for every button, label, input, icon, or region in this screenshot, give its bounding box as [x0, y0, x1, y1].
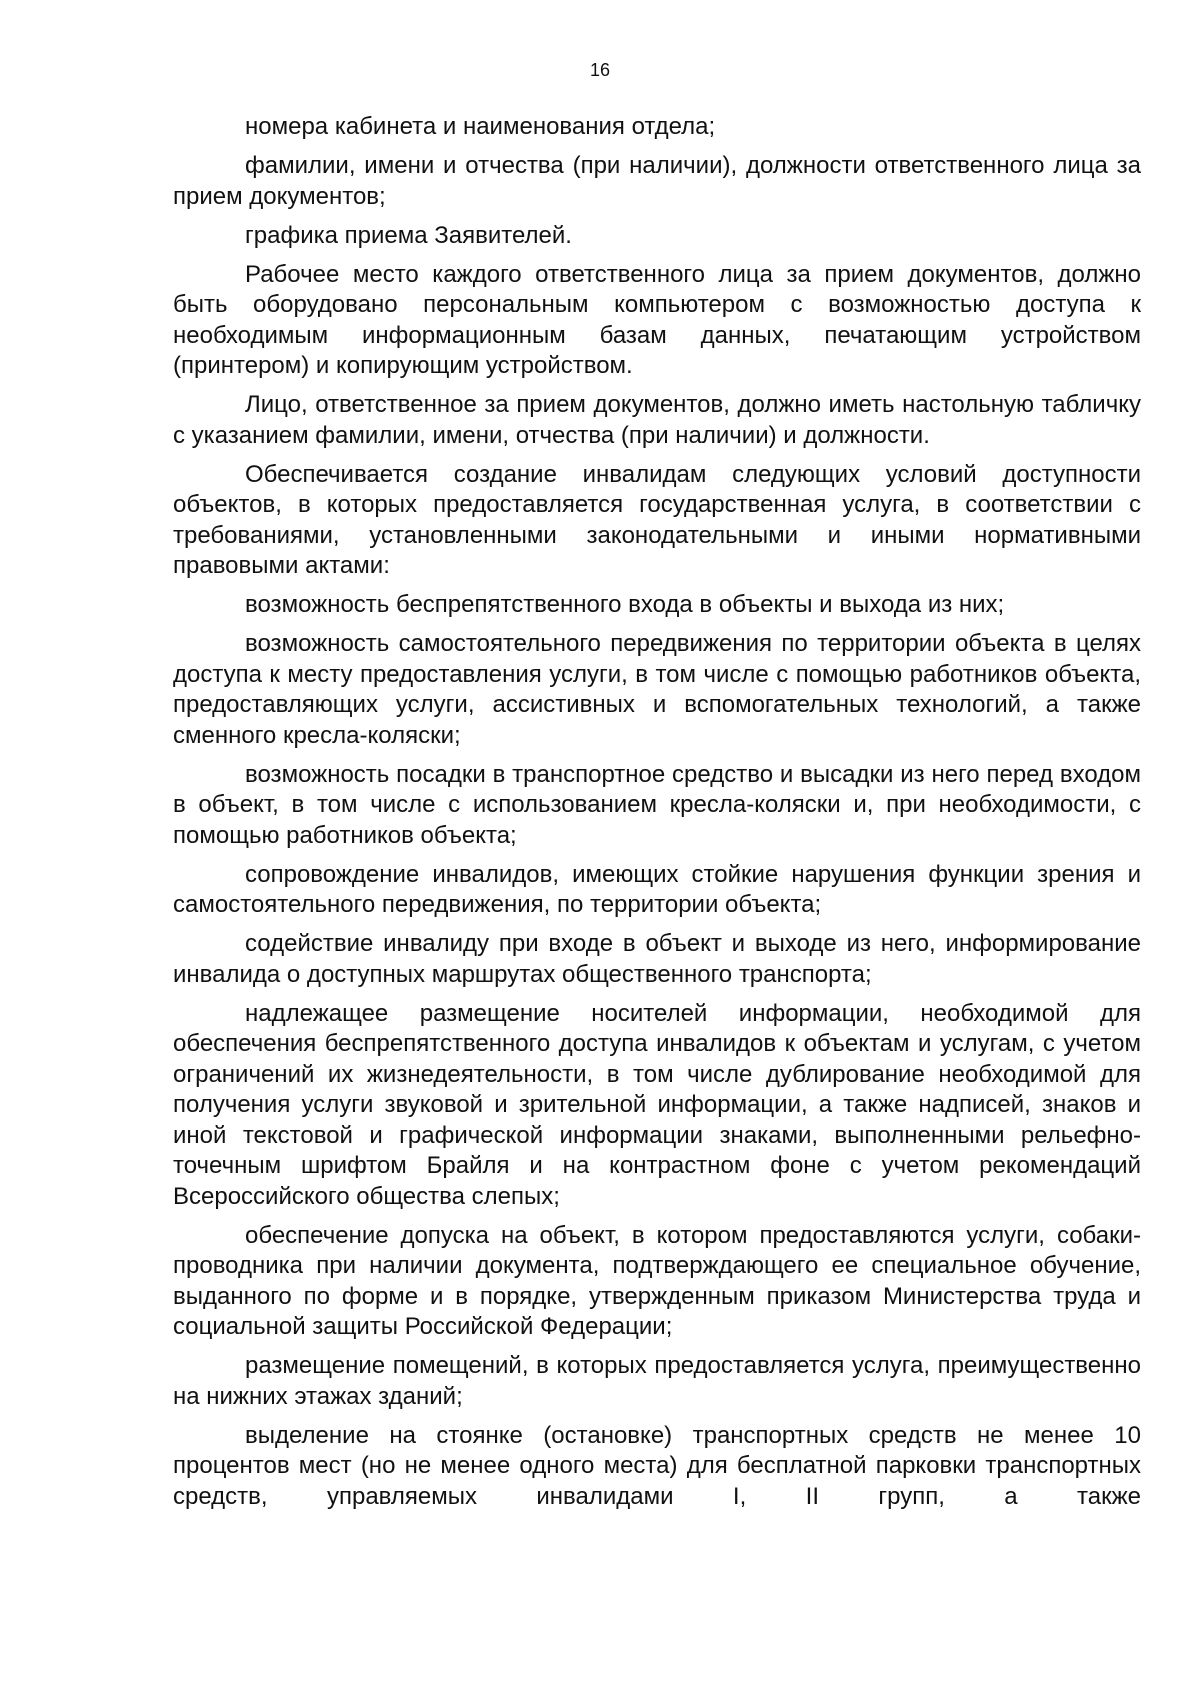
paragraph: Лицо, ответственное за прием документов, должно иметь настольную табличку с указанием фамилии, имени, отчества (при наличии) и должности. [173, 391, 1141, 449]
paragraph: надлежащее размещение носителей информации, необходимой для обеспечения беспрепятственного доступа инвалидов к объектам и услугам, с учетом ограничений их жизнедеятельности, в том числе дублирование необходимой для получения услуги звуковой и зрительной информации, а также надписей, знаков и иной текстовой и графической информации знаками, выполненными рельефно-точечным шрифтом Брайля и на контрастном фоне с учетом рекомендаций Всероссийского общества слепых; [173, 999, 1141, 1210]
document-body [173, 112, 1141, 1521]
paragraph: возможность беспрепятственного входа в объекты и выхода из них; [245, 591, 1005, 618]
paragraph: Рабочее место каждого ответственного лица за прием документов, должно быть оборудовано персональным компьютером с возможностью доступа к необходимым информационным базам данных, печатающим устройством (принтером) и копирующим устройством. [173, 260, 1141, 379]
page-number: 16 [589, 60, 611, 80]
paragraph: размещение помещений, в которых предоставляется услуга, преимущественно на нижних этажах зданий; [173, 1352, 1141, 1410]
paragraph: содействие инвалиду при входе в объект и выходе из него, информирование инвалида о доступных маршрутах общественного транспорта; [173, 930, 1141, 988]
paragraph: номера кабинета и наименования отдела; [245, 113, 716, 140]
paragraph: фамилии, имени и отчества (при наличии), должности ответственного лица за прием документов; [173, 152, 1141, 210]
paragraph: возможность самостоятельного передвижения по территории объекта в целях доступа к месту предоставления услуги, в том числе с помощью работников объекта, предоставляющих услуги, ассистивных и вспомогательных технологий, а также сменного кресла-коляски; [173, 630, 1141, 749]
paragraph: возможность посадки в транспортное средство и высадки из него перед входом в объект, в том числе с использованием кресла-коляски и, при необходимости, с помощью работников объекта; [173, 760, 1141, 849]
paragraph: выделение на стоянке (остановке) транспортных средств не менее 10 процентов мест (но не менее одного места) для бесплатной парковки транспортных средств, управляемых инвалидами I, II групп, а также [173, 1421, 1141, 1510]
paragraph: сопровождение инвалидов, имеющих стойкие нарушения функции зрения и самостоятельного передвижения, по территории объекта; [173, 860, 1141, 918]
paragraph: графика приема Заявителей. [245, 221, 572, 249]
paragraph: обеспечение допуска на объект, в котором предоставляются услуги, собаки-проводника при наличии документа, подтверждающего ее специальное обучение, выданного по форме и в порядке, утвержденным приказом Министерства труда и социальной защиты Российской Федерации; [173, 1221, 1141, 1340]
paragraph: Обеспечивается создание инвалидам следующих условий доступности объектов, в которых предоставляется государственная услуга, в соответствии с требованиями, установленными законодательными и иными нормативными правовыми актами: [173, 460, 1141, 579]
